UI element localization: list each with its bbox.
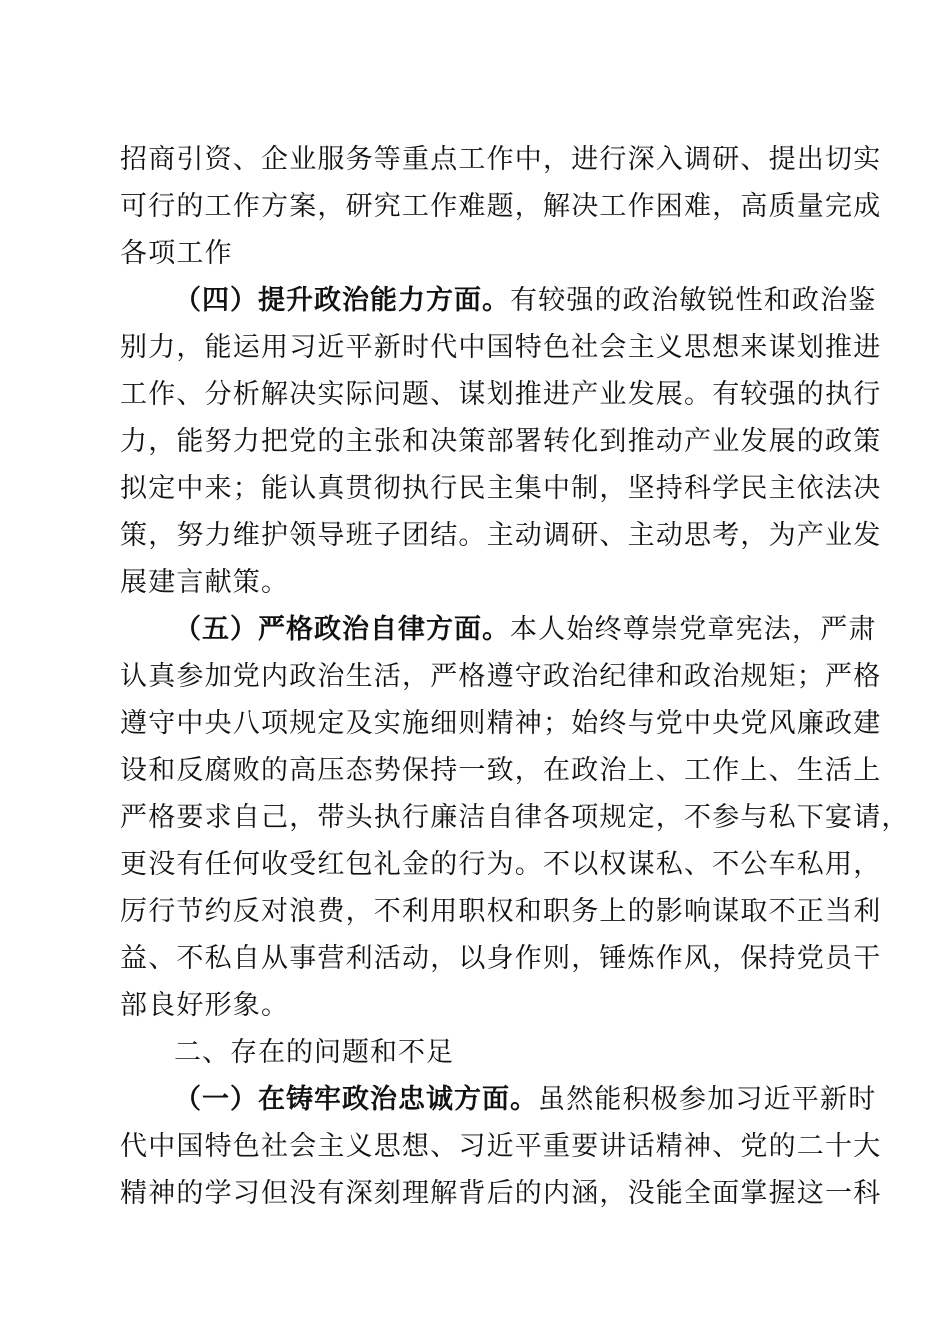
text-line: 策，努力维护领导班子团结。主动调研、主动思考，为产业发 (120, 520, 882, 551)
text-line: 力，能努力把党的主张和决策部署转化到推动产业发展的政策 (120, 426, 882, 457)
section-title: 二、存在的问题和不足 (174, 1037, 454, 1068)
text-line: 拟定中来；能认真贯彻执行民主集中制，坚持科学民主依法决 (120, 473, 882, 504)
text-line: 可行的工作方案，研究工作难题，解决工作困难，高质量完成 (120, 191, 882, 222)
paragraph-one-first-line (174, 1080, 877, 1120)
section-heading-five: （五）严格政治自律方面。 (174, 614, 510, 645)
section-heading-four: （四）提升政治能力方面。 (174, 285, 510, 316)
section-heading-one: （一）在铸牢政治忠诚方面。 (174, 1084, 538, 1115)
text-line: 部良好形象。 (120, 990, 290, 1021)
text-line: 代中国特色社会主义思想、习近平重要讲话精神、党的二十大 (120, 1131, 882, 1162)
text-line: 厉行节约反对浪费，不利用职权和职务上的影响谋取不正当利 (120, 896, 882, 927)
text-line: 更没有任何收受红包礼金的行为。不以权谋私、不公车私用， (120, 849, 882, 880)
text-line: 工作、分析解决实际问题、谋划推进产业发展。有较强的执行 (120, 379, 882, 410)
text-fragment: 本人始终尊崇党章宪法，严肃 (510, 614, 877, 645)
text-line: 招商引资、企业服务等重点工作中，进行深入调研、提出切实 (120, 144, 882, 175)
text-line: 各项工作 (120, 238, 233, 269)
paragraph-four-first-line (174, 281, 877, 321)
text-fragment: 虽然能积极参加习近平新时 (538, 1084, 877, 1115)
text-line: 展建言献策。 (120, 567, 290, 598)
paragraph-five-first-line (174, 610, 877, 650)
text-line: 别力，能运用习近平新时代中国特色社会主义思想来谋划推进 (120, 332, 882, 363)
text-line: 益、不私自从事营利活动，以身作则，锤炼作风，保持党员干 (120, 943, 882, 974)
text-fragment: 有较强的政治敏锐性和政治鉴 (510, 285, 877, 316)
text-line: 设和反腐败的高压态势保持一致，在政治上、工作上、生活上 (120, 755, 882, 786)
text-line: 精神的学习但没有深刻理解背后的内涵，没能全面掌握这一科 (120, 1178, 882, 1209)
text-line: 认真参加党内政治生活，严格遵守政治纪律和政治规矩；严格 (120, 661, 882, 692)
text-line: 严格要求自己，带头执行廉洁自律各项规定，不参与私下宴请， (120, 802, 910, 833)
text-line: 遵守中央八项规定及实施细则精神；始终与党中央党风廉政建 (120, 708, 882, 739)
